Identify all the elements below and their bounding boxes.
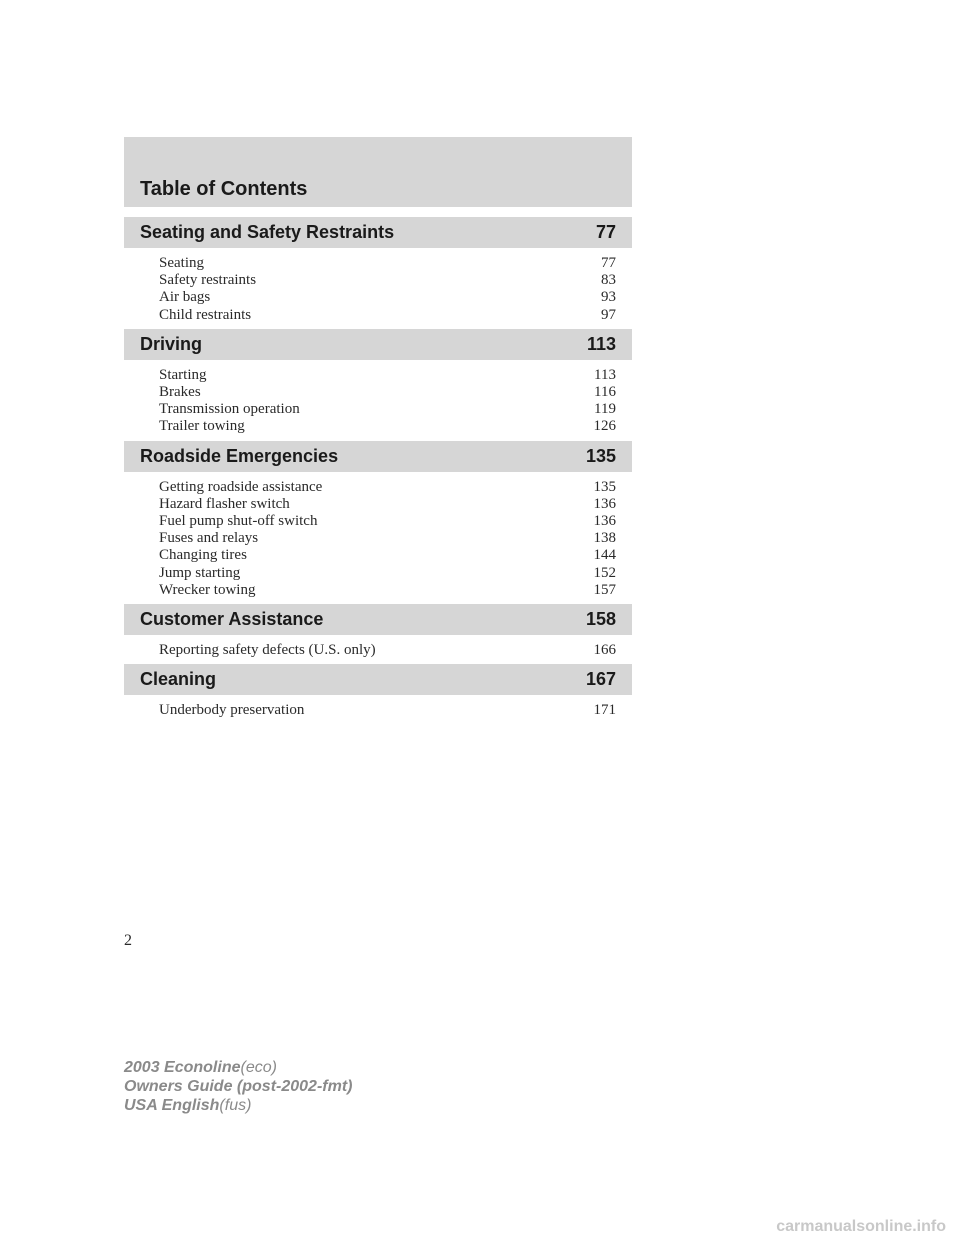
entry-label: Starting <box>159 366 207 383</box>
toc-entry[interactable] <box>159 384 616 401</box>
entry-label: Brakes <box>159 384 201 401</box>
section-entries <box>124 472 632 604</box>
entry-label: Reporting safety defects (U.S. only) <box>159 642 376 659</box>
section-title: Seating and Safety Restraints <box>140 222 395 242</box>
toc-list <box>124 217 632 724</box>
entry-label: Safety restraints <box>159 272 257 289</box>
section-page: 135 <box>585 445 616 466</box>
toc-entry[interactable] <box>159 401 616 418</box>
section-entries <box>124 360 632 441</box>
toc-section <box>124 604 632 664</box>
toc-entry[interactable] <box>159 702 616 719</box>
toc-entry[interactable] <box>159 513 616 530</box>
section-page: 158 <box>585 609 616 630</box>
section-entries <box>124 635 632 664</box>
toc-entry[interactable] <box>159 582 616 599</box>
entry-label: Seating <box>159 255 204 271</box>
toc-entry[interactable] <box>159 307 616 324</box>
entry-label: Hazard flasher switch <box>159 495 290 512</box>
section-header[interactable] <box>124 329 632 360</box>
site-watermark: carmanualsonline.info <box>776 1218 946 1235</box>
section-page: 113 <box>586 333 616 354</box>
entry-page: 138 <box>593 530 616 547</box>
footer-guide: Owners Guide (post-2002-fmt) <box>124 1078 353 1095</box>
entry-page: 135 <box>593 478 616 495</box>
section-entries <box>124 695 632 724</box>
section-page: 167 <box>585 669 616 690</box>
toc-entry[interactable] <box>159 255 616 272</box>
entry-page: 93 <box>601 289 616 306</box>
toc-entry[interactable] <box>159 530 616 547</box>
section-header[interactable] <box>124 604 632 635</box>
entry-page: 166 <box>593 642 616 659</box>
section-header[interactable] <box>124 664 632 695</box>
toc-entry[interactable] <box>159 642 616 659</box>
toc-entry[interactable] <box>159 547 616 564</box>
section-title: Cleaning <box>140 669 217 690</box>
section-title: Customer Assistance <box>140 609 324 630</box>
footer-line <box>124 1058 352 1077</box>
entry-label: Fuel pump shut-off switch <box>159 513 318 530</box>
entry-page: 116 <box>594 384 616 401</box>
entry-label: Fuses and relays <box>159 530 259 547</box>
entry-label: Underbody preservation <box>159 702 305 719</box>
entry-page: 97 <box>601 306 616 323</box>
section-title: Roadside Emergencies <box>140 445 339 466</box>
toc-section <box>124 441 632 604</box>
toc-entry[interactable] <box>159 367 616 384</box>
entry-page: 152 <box>593 564 616 581</box>
entry-page: 171 <box>593 702 616 719</box>
entry-label: Jump starting <box>159 564 241 581</box>
toc-section <box>124 664 632 724</box>
footer-language: USA English <box>124 1097 220 1114</box>
entry-page: 83 <box>601 272 616 289</box>
footer-line <box>124 1096 352 1115</box>
entry-label: Trailer towing <box>159 418 245 435</box>
footer-model-code: (eco) <box>240 1059 277 1076</box>
entry-label: Changing tires <box>159 547 247 564</box>
toc-entry[interactable] <box>159 272 616 289</box>
entry-page: 136 <box>593 495 616 512</box>
toc-entry[interactable] <box>159 289 616 306</box>
page-title: Table of Contents <box>140 178 308 200</box>
toc-section <box>124 329 632 441</box>
toc-entry[interactable] <box>159 565 616 582</box>
section-title: Driving <box>140 333 203 354</box>
entry-label: Getting roadside assistance <box>159 478 323 495</box>
section-page: 77 <box>595 222 616 242</box>
page-number: 2 <box>124 932 132 949</box>
footer-line <box>124 1077 352 1096</box>
entry-page: 157 <box>593 581 616 598</box>
document-footer <box>124 1058 352 1115</box>
entry-page: 113 <box>594 366 616 383</box>
entry-label: Wrecker towing <box>159 581 256 598</box>
section-header[interactable] <box>124 217 632 248</box>
entry-label: Child restraints <box>159 306 252 323</box>
entry-page: 119 <box>594 401 616 418</box>
toc-section <box>124 217 632 329</box>
header-box <box>124 137 632 207</box>
entry-page: 144 <box>593 547 616 564</box>
entry-page: 77 <box>601 255 616 271</box>
section-entries <box>124 248 632 329</box>
entry-page: 136 <box>593 513 616 530</box>
toc-entry[interactable] <box>159 496 616 513</box>
entry-page: 126 <box>593 418 616 435</box>
footer-language-code: (fus) <box>219 1097 252 1114</box>
entry-label: Air bags <box>159 289 211 306</box>
entry-label: Transmission operation <box>159 401 300 418</box>
toc-entry[interactable] <box>159 418 616 435</box>
footer-model: 2003 Econoline <box>124 1059 241 1076</box>
toc-entry[interactable] <box>159 479 616 496</box>
section-header[interactable] <box>124 441 632 472</box>
